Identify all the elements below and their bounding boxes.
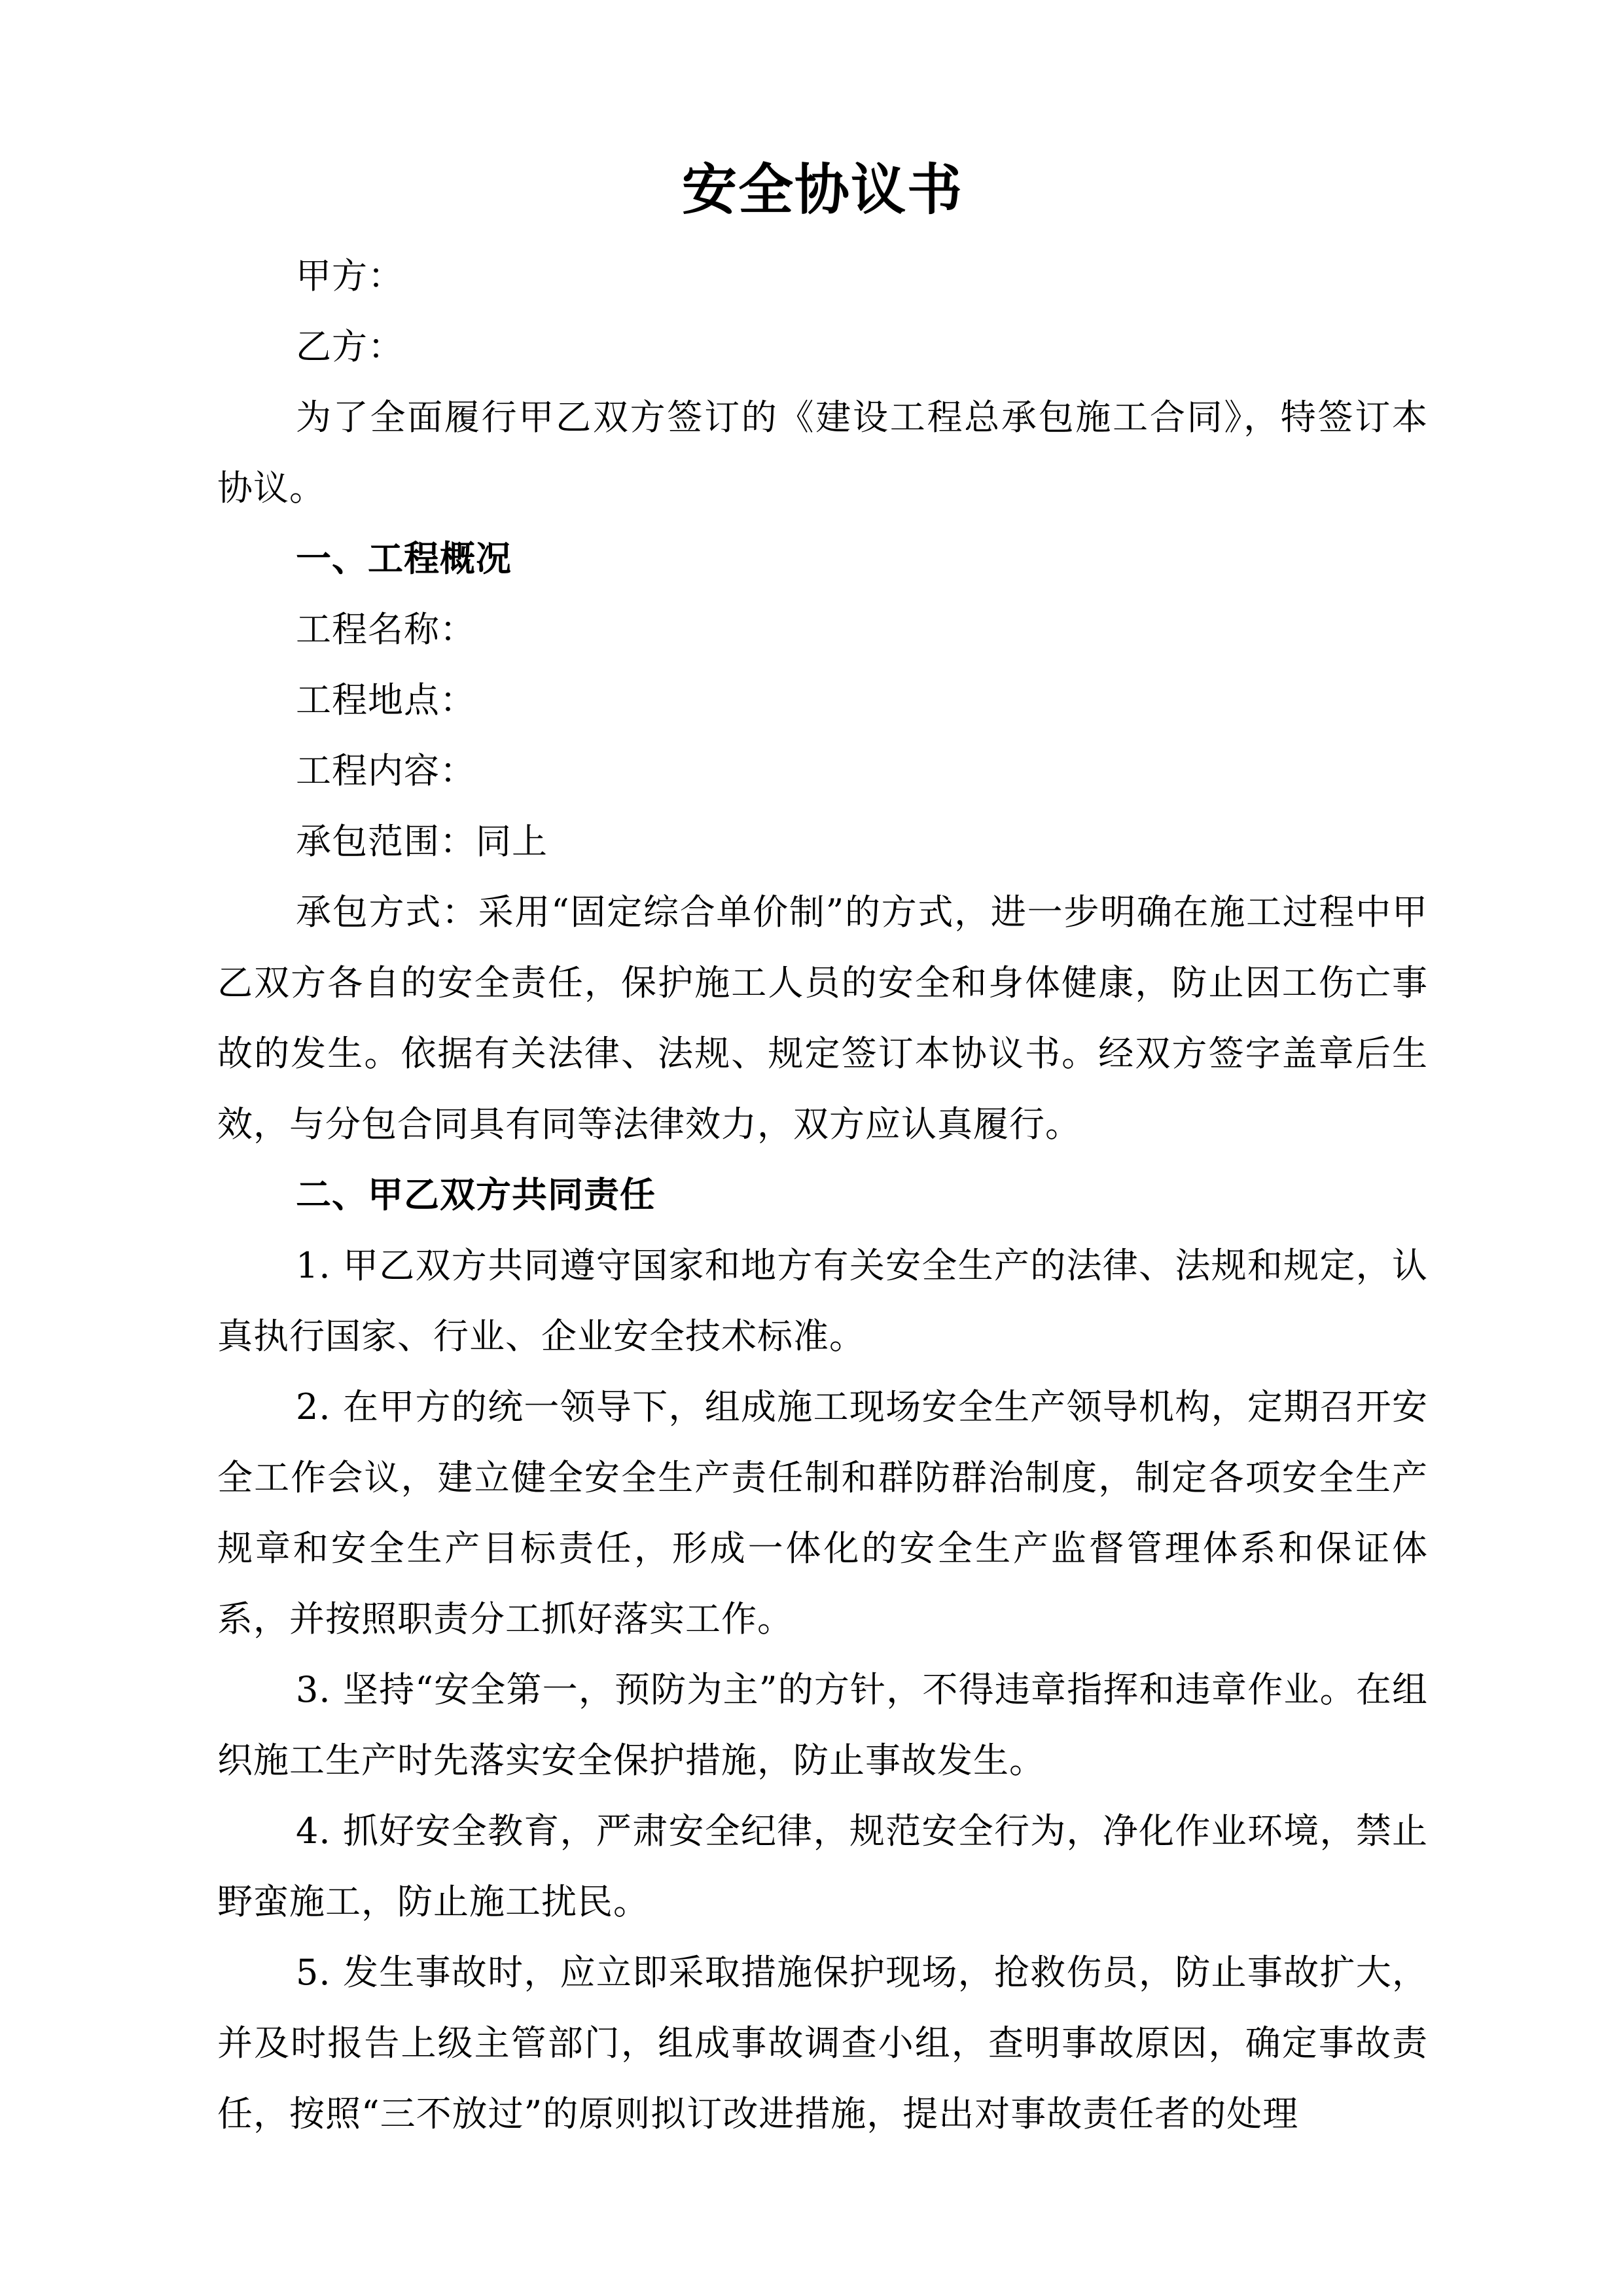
project-content-line: 工程内容：: [296, 750, 476, 791]
intro-paragraph: 为了全面履行甲乙双方签订的《建设工程总承包施工合同》，特签订本协议。: [217, 397, 1428, 509]
document-body: [217, 151, 1428, 2149]
project-name-line: 工程名称：: [296, 609, 476, 650]
list-item: 3. 坚持“安全第一，预防为主”的方针，不得违章指挥和违章作业。在组织施工生产时先落实安全保护措施，防止事故发生。: [217, 1669, 1428, 1781]
section-heading-joint-responsibility: 二、甲乙双方共同责任: [296, 1174, 656, 1215]
party-a-line: 甲方：: [296, 255, 404, 296]
section-heading-project-overview: 一、工程概况: [296, 538, 512, 579]
list-item: 4. 抓好安全教育，严肃安全纪律，规范安全行为，净化作业环境，禁止野蛮施工，防止施工扰民。: [217, 1810, 1428, 1922]
contract-scope-line: 承包范围：同上: [296, 821, 548, 862]
document-title: 安全协议书: [681, 158, 963, 222]
project-location-line: 工程地点：: [296, 679, 476, 721]
list-item: 2. 在甲方的统一领导下，组成施工现场安全生产领导机构，定期召开安全工作会议，建立健全安全生产责任制和群防群治制度，制定各项安全生产规章和安全生产目标责任，形成一体化的安全生产监督管理体系和保证体系，并按照职责分工抓好落实工作。: [217, 1386, 1428, 1640]
contract-method-paragraph: 承包方式：采用“固定综合单价制”的方式，进一步明确在施工过程中甲乙双方各自的安全责任，保护施工人员的安全和身体健康，防止因工伤亡事故的发生。依据有关法律、法规、规定签订本协议书。经双方签字盖章后生效，与分包合同具有同等法律效力，双方应认真履行。: [217, 891, 1428, 1145]
list-item: 5. 发生事故时，应立即采取措施保护现场，抢救伤员，防止事故扩大，并及时报告上级主管部门，组成事故调查小组，查明事故原因，确定事故责任，按照“三不放过”的原则拟订改进措施，提出对事故责任者的处理: [217, 1952, 1428, 2134]
list-item: 1. 甲乙双方共同遵守国家和地方有关安全生产的法律、法规和规定，认真执行国家、行业、企业安全技术标准。: [217, 1245, 1428, 1357]
party-b-line: 乙方：: [296, 326, 404, 367]
